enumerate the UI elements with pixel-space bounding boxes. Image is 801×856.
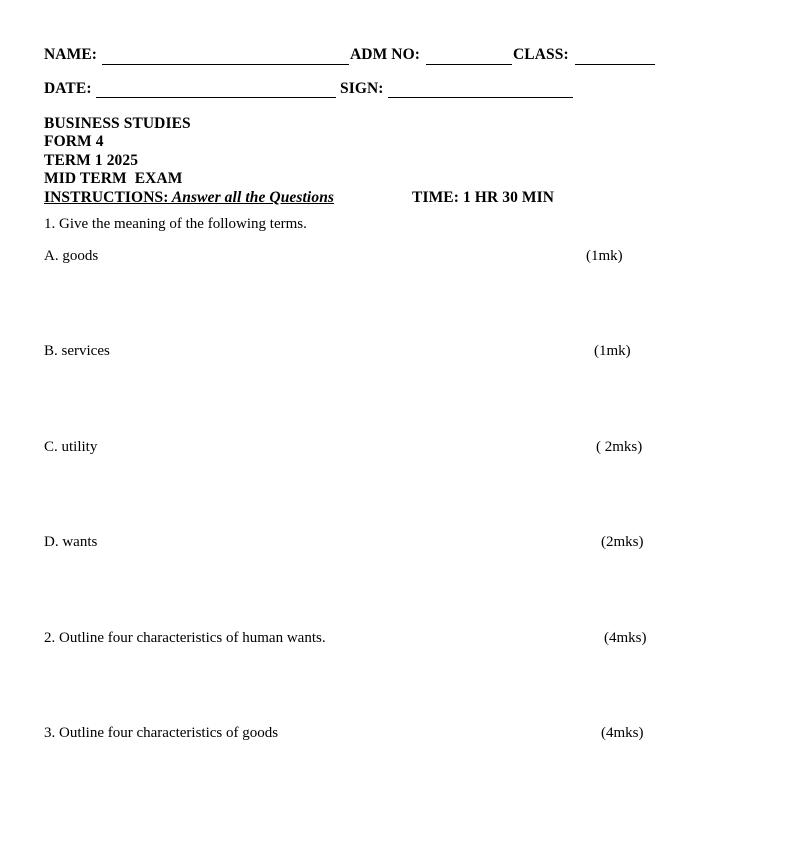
date-field[interactable] — [96, 97, 336, 98]
date-label: DATE: — [44, 80, 92, 97]
question-1c-text: C. utility — [44, 439, 98, 455]
question-1b-marks: (1mk) — [594, 343, 631, 359]
instructions-text: Answer all the Questions — [168, 189, 335, 206]
question-3-text: 3. Outline four characteristics of goods — [44, 725, 279, 741]
question-2-marks: (4mks) — [604, 630, 647, 646]
question-1a-text: A. goods — [44, 248, 99, 264]
instructions-label: INSTRUCTIONS: — [44, 189, 169, 206]
class-field[interactable] — [575, 64, 655, 65]
question-1d-marks: (2mks) — [601, 534, 644, 550]
adm-no-field[interactable] — [426, 64, 512, 65]
time-allowed: TIME: 1 HR 30 MIN — [412, 189, 555, 206]
sign-field[interactable] — [388, 97, 573, 98]
question-3-marks: (4mks) — [601, 725, 644, 741]
exam-type-line: MID TERM EXAM — [44, 170, 183, 187]
name-label: NAME: — [44, 46, 98, 63]
question-1a-marks: (1mk) — [586, 248, 623, 264]
class-label: CLASS: — [513, 46, 569, 63]
question-2-text: 2. Outline four characteristics of human wants. — [44, 630, 326, 646]
subject-title: BUSINESS STUDIES — [44, 115, 191, 132]
instructions-line — [44, 189, 334, 207]
question-1c-marks: ( 2mks) — [596, 439, 643, 455]
adm-no-label: ADM NO: — [350, 46, 421, 63]
question-1d-text: D. wants — [44, 534, 98, 550]
form-line: FORM 4 — [44, 133, 104, 150]
question-1b-text: B. services — [44, 343, 110, 359]
sign-label: SIGN: — [340, 80, 384, 97]
question-1-stem: 1. Give the meaning of the following terms. — [44, 216, 307, 232]
term-line: TERM 1 2025 — [44, 152, 139, 169]
name-field[interactable] — [102, 64, 349, 65]
